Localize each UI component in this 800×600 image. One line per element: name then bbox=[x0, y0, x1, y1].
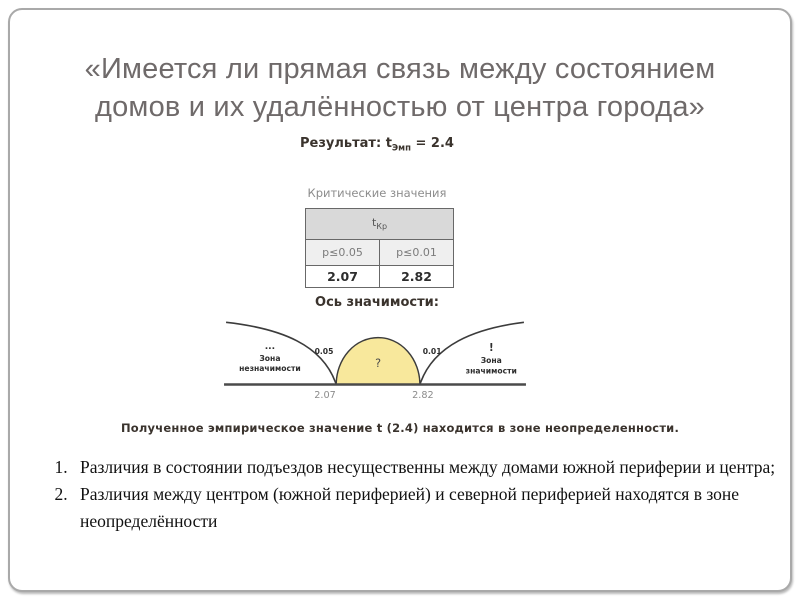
insignificance-marker: ... bbox=[264, 340, 276, 352]
result-value: = 2.4 bbox=[410, 136, 454, 151]
t-symbol: t bbox=[371, 216, 377, 230]
uncertainty-question-mark: ? bbox=[375, 357, 382, 371]
tick-207-label: 2.07 bbox=[314, 389, 336, 401]
result-line bbox=[222, 136, 532, 154]
tick-282-label: 2.82 bbox=[412, 389, 434, 401]
slide-title-line2: домов и их удалённостью от центра города» bbox=[94, 91, 705, 124]
finding-item-1: 1. Различия в состоянии подъездов несущественны между домами южной периферии и центра; bbox=[72, 454, 800, 480]
critical-value-cell: 2.82 bbox=[380, 266, 454, 288]
significance-zone-label-line1: Зона bbox=[480, 356, 502, 366]
table-header-row bbox=[306, 209, 454, 240]
conclusion-line: Полученное эмпирическое значение t (2.4) находится в зоне неопределенности. bbox=[120, 421, 680, 435]
significance-axis-title: Ось значимости: bbox=[315, 295, 439, 310]
alpha-005-label: 0.05 bbox=[314, 346, 334, 356]
table-header-cell bbox=[306, 209, 454, 240]
insignificance-zone-label-line1: Зона bbox=[259, 354, 281, 364]
significance-axis-diagram bbox=[222, 313, 528, 403]
p-level-cell: p≤0.01 bbox=[380, 240, 454, 266]
result-prefix: Результат: t bbox=[300, 136, 392, 151]
slide bbox=[8, 8, 792, 592]
insignificance-zone-label-line2: незначимости bbox=[239, 364, 301, 374]
p-level-row bbox=[306, 240, 454, 266]
findings-list bbox=[28, 454, 800, 535]
significance-zone-label-line2: значимости bbox=[465, 366, 517, 376]
t-symbol-subscript: Кр bbox=[376, 222, 388, 232]
critical-value-cell: 2.07 bbox=[306, 266, 380, 288]
significance-marker: ! bbox=[488, 342, 494, 354]
critical-values-table bbox=[305, 208, 454, 288]
result-subscript: Эмп bbox=[391, 143, 411, 154]
p-level-cell: p≤0.05 bbox=[306, 240, 380, 266]
slide-title-line1: «Имеется ли прямая связь между состоянием bbox=[84, 53, 716, 85]
critical-values-caption: Критические значения bbox=[307, 186, 447, 200]
alpha-001-label: 0.01 bbox=[422, 346, 442, 356]
finding-item-2: 2. Различия между центром (южной периферией) и северной периферией находятся в зоне неопределённости bbox=[72, 481, 800, 534]
critical-value-row bbox=[306, 266, 454, 288]
